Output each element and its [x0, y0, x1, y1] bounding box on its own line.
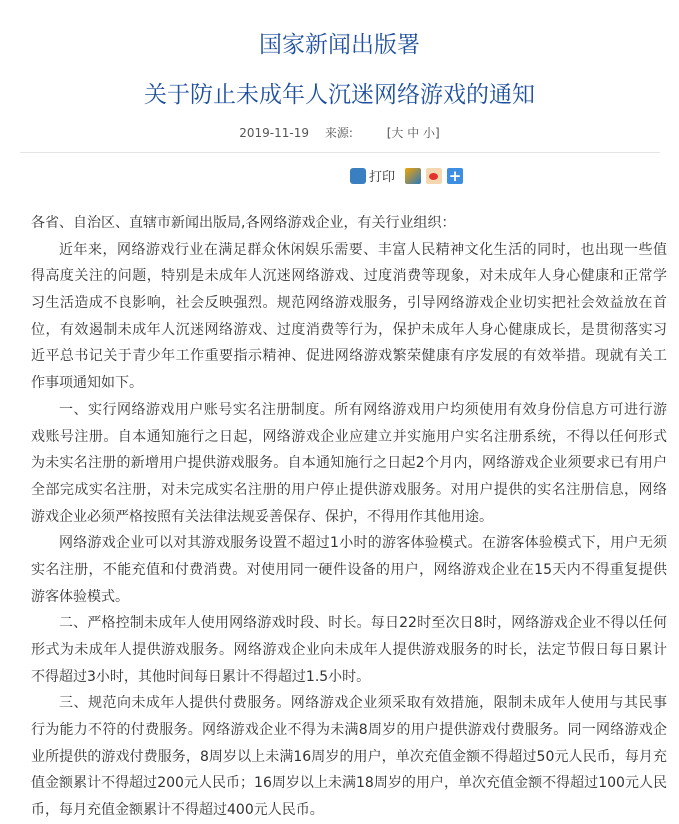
- paragraph-line: 为未实名注册的新增用户提供游戏服务。自本通知施行之日起2个月内，网络游戏企业须要求已有用户: [31, 455, 667, 472]
- article-meta: [0, 124, 679, 141]
- share-toolbar: [350, 166, 468, 185]
- paragraph-line: 业所提供的游戏付费服务，8周岁以上未满16周岁的用户，单次充值金额不得超过50元人民币，每月充: [31, 748, 667, 765]
- paragraph-line: 二、严格控制未成年人使用网络游戏时段、时长。每日22时至次日8时，网络游戏企业不得以任何: [59, 615, 667, 632]
- paragraph-line: 近年来，网络游戏行业在满足群众休闲娱乐需要、丰富人民精神文化生活的同时，也出现一些值: [59, 241, 667, 258]
- printer-icon[interactable]: [350, 168, 366, 184]
- paragraph-line: 行为能力不符的付费服务。网络游戏企业不得为未满8周岁的用户提供游戏付费服务。同一网络游戏企: [31, 722, 667, 739]
- paragraph-line: 得高度关注的问题，特别是未成年人沉迷网络游戏、过度消费等现象，对未成年人身心健康和正常学: [31, 268, 667, 285]
- paragraph-line: 近平总书记关于青少年工作重要指示精神、促进网络游戏繁荣健康有序发展的有效举措。现就有关工: [31, 348, 667, 365]
- paragraph-line: 游客体验模式。: [31, 588, 129, 605]
- paragraph-line: 全部完成实名注册，对未完成实名注册的用户停止提供游戏服务。对用户提供的实名注册信息，网络: [31, 481, 667, 498]
- page-title: 关于防止未成年人沉迷网络游戏的通知: [144, 82, 535, 108]
- paragraph-line: 币，每月充值金额累计不得超过400元人民币。: [31, 802, 324, 819]
- article-paragraph: [31, 690, 667, 823]
- paragraph-line: 实名注册，不能充值和付费消费。对使用同一硬件设备的用户，网络游戏企业在15天内不得重复提供: [31, 561, 667, 578]
- share-weibo-icon[interactable]: [426, 168, 442, 184]
- paragraph-line: 一、实行网络游戏用户账号实名注册制度。所有网络游戏用户均须使用有效身份信息方可进行游: [59, 401, 667, 418]
- issuing-organization: 国家新闻出版署: [259, 32, 420, 58]
- paragraph-line: 形式为未成年人提供游戏服务。网络游戏企业向未成年人提供游戏服务的时长，法定节假日每日累计: [31, 642, 667, 658]
- paragraph-line: 游戏企业必须严格按照有关法律法规妥善保存、保护，不得用作其他用途。: [31, 508, 493, 525]
- paragraph-line: 作事项通知如下。: [31, 375, 143, 392]
- article-paragraph: [31, 210, 667, 237]
- article-paragraph: [31, 397, 667, 530]
- paragraph-line: 位，有效遏制未成年人沉迷网络游戏、过度消费等行为，保护未成年人身心健康成长，是贯彻落实习: [31, 321, 667, 338]
- article-body: [31, 210, 667, 824]
- article-paragraph: [31, 610, 667, 690]
- paragraph-line: 各省、自治区、直辖市新闻出版局,各网络游戏企业，有关行业组织：: [31, 215, 456, 231]
- share-more-icon[interactable]: +: [448, 166, 462, 185]
- paragraph-line: 网络游戏企业可以对其游戏服务设置不超过1小时的游客体验模式。在游客体验模式下，用户无须: [59, 535, 667, 552]
- article-paragraph: [31, 237, 667, 397]
- publish-date: 2019-11-19: [239, 126, 310, 140]
- paragraph-line: 不得超过3小时，其他时间每日累计不得超过1.5小时。: [31, 668, 371, 685]
- font-size-switcher[interactable]: [大 中 小]: [386, 126, 440, 140]
- paragraph-line: 值金额累计不得超过200元人民币；16周岁以上未满18周岁的用户，单次充值金额不得超过100元人民: [31, 775, 667, 792]
- paragraph-line: 戏账号注册。自本通知施行之日起，网络游戏企业应建立并实施用户实名注册系统，不得以任何形式: [31, 428, 667, 445]
- paragraph-line: 三、规范向未成年人提供付费服务。网络游戏企业须采取有效措施，限制未成年人使用与其民事: [59, 695, 667, 712]
- divider: [20, 152, 660, 153]
- source-label: 来源:: [324, 126, 353, 140]
- paragraph-line: 习生活造成不良影响，社会反映强烈。规范网络游戏服务，引导网络游戏企业切实把社会效益放在首: [31, 295, 667, 312]
- print-button[interactable]: 打印: [369, 170, 396, 185]
- share-kaixin-icon[interactable]: [405, 168, 421, 184]
- article-paragraph: [31, 530, 667, 610]
